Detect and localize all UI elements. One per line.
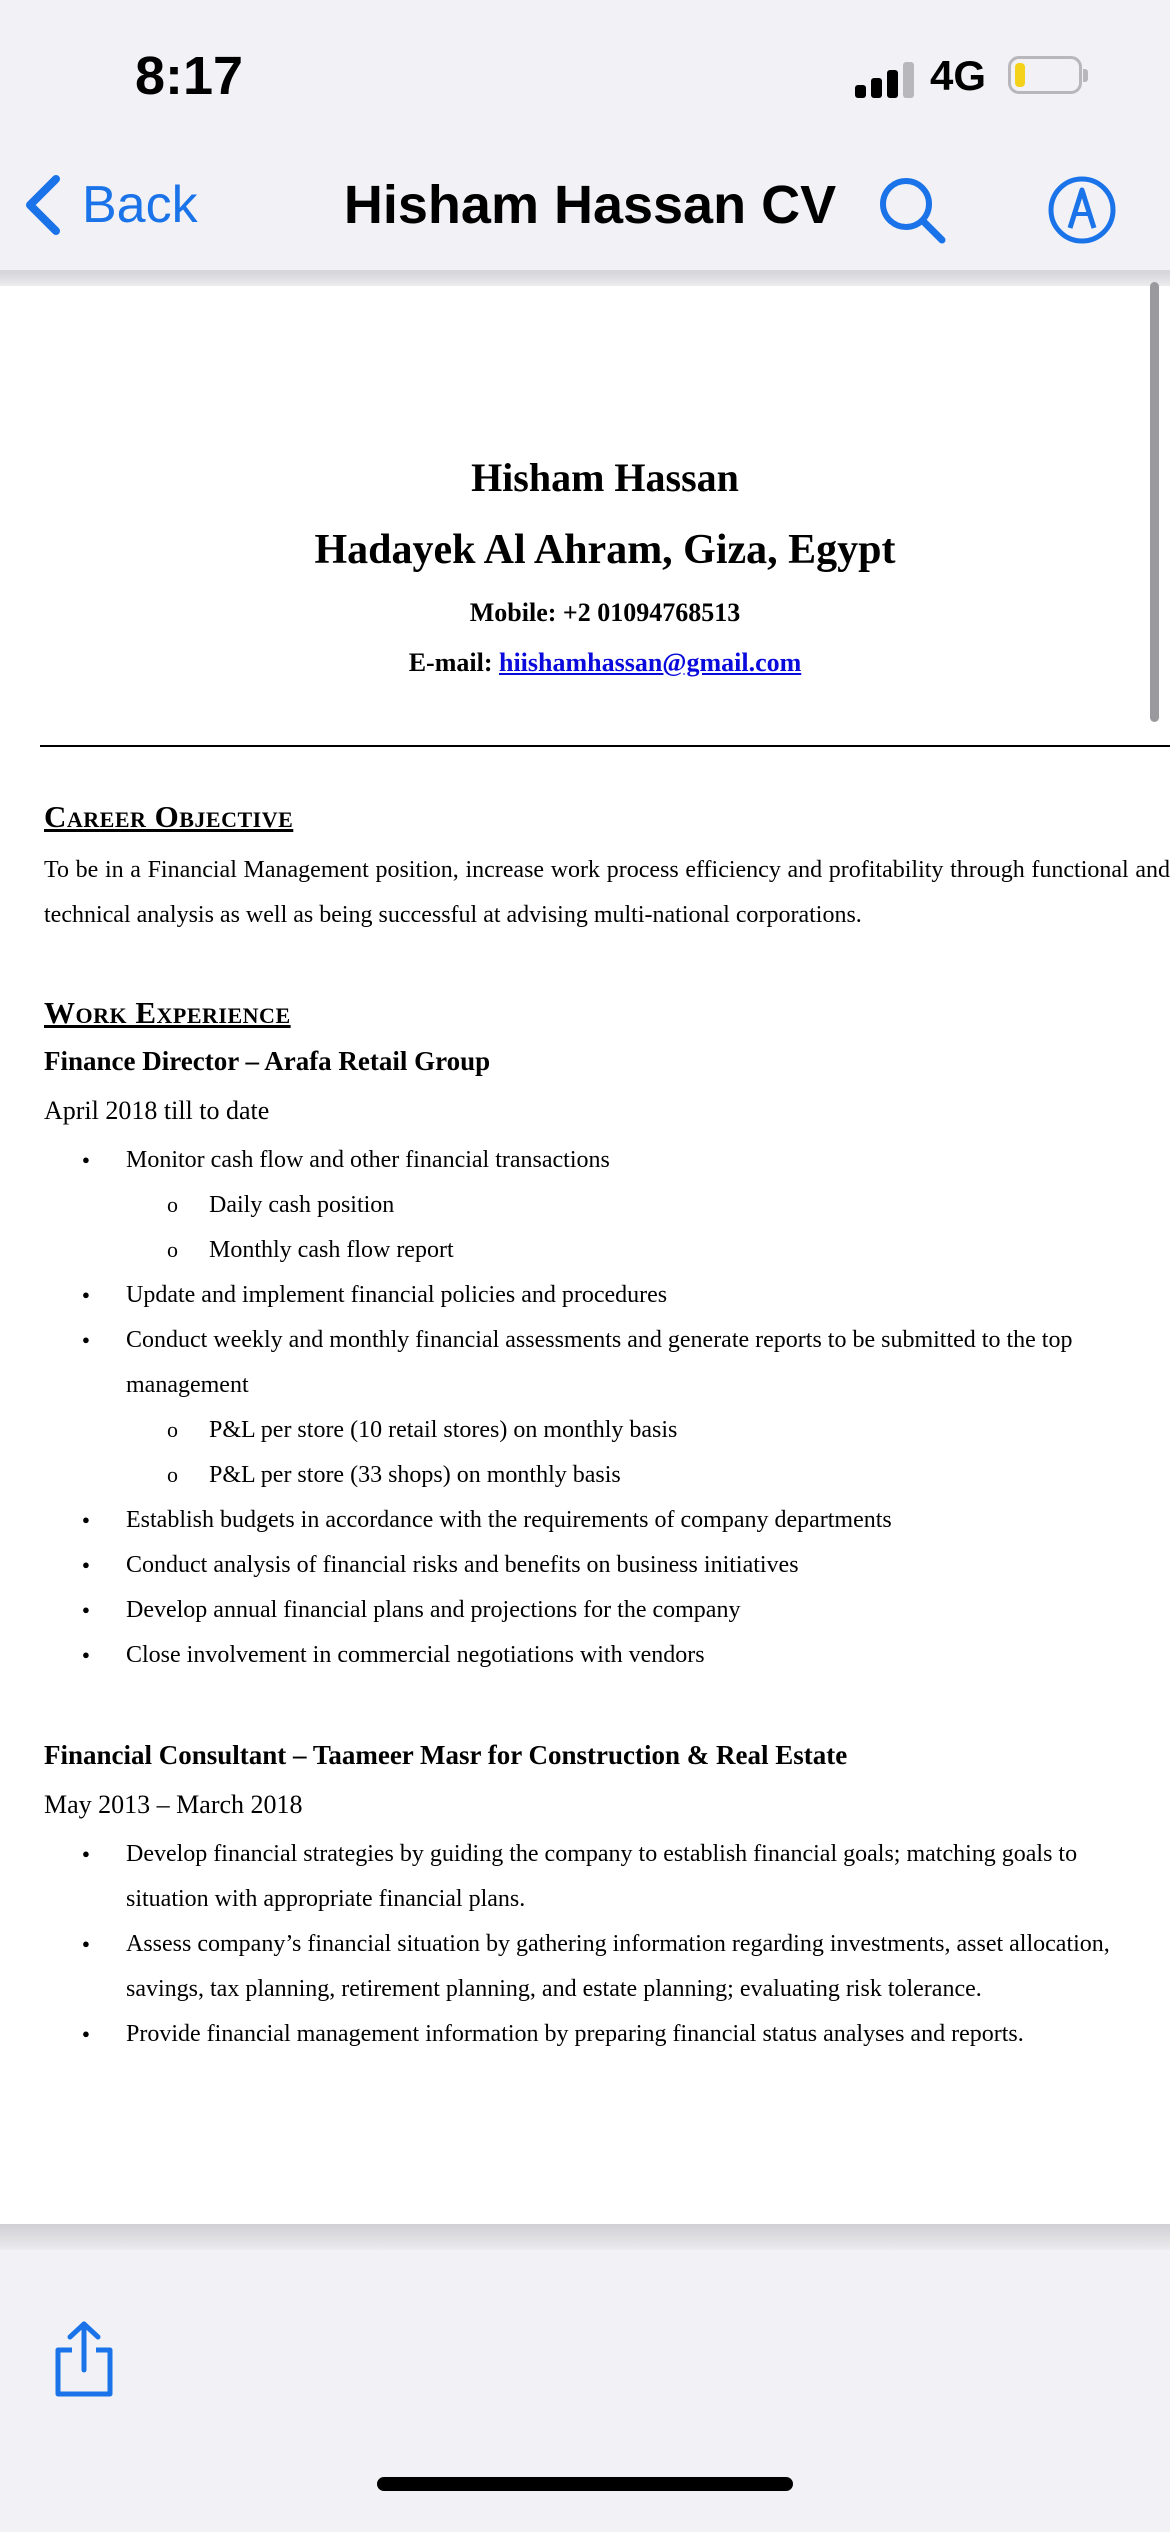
job-duties-list bbox=[44, 1832, 1144, 2057]
job-dates: May 2013 – March 2018 bbox=[44, 1790, 303, 1819]
section-work-experience: Work Experience bbox=[44, 995, 291, 1030]
cv-email-label: E-mail: bbox=[408, 648, 499, 677]
career-objective-text: To be in a Financial Management position, increase work process efficiency and profitability through functional and technical analysis as well as being successful at advising multi-national corporations. bbox=[44, 857, 1170, 928]
back-label: Back bbox=[82, 176, 198, 234]
list-item: ● Monitor cash flow and other financial transactions bbox=[44, 1138, 1144, 1183]
battery-icon bbox=[1008, 56, 1082, 94]
list-item: ● Develop financial strategies by guiding the company to establish financial goals; matching goals to situation with appropriate financial plans. bbox=[44, 1832, 1144, 1922]
back-button[interactable] bbox=[22, 170, 198, 240]
cv-name: Hisham Hassan bbox=[471, 455, 739, 500]
scroll-indicator[interactable] bbox=[1150, 282, 1159, 722]
job-title: Financial Consultant – Taameer Masr for Construction & Real Estate bbox=[44, 1740, 848, 1770]
document-bottom-edge bbox=[0, 2224, 1170, 2250]
list-item: ● Conduct weekly and monthly financial assessments and generate reports to be submitted to the top management bbox=[44, 1318, 1144, 1408]
list-item: ● Establish budgets in accordance with the requirements of company departments bbox=[44, 1498, 1144, 1543]
chevron-left-icon bbox=[22, 173, 64, 237]
job-title: Finance Director – Arafa Retail Group bbox=[44, 1046, 491, 1076]
list-item: o Monthly cash flow report bbox=[44, 1228, 1144, 1273]
job-dates: April 2018 till to date bbox=[44, 1096, 270, 1125]
bottom-toolbar bbox=[0, 2250, 1170, 2532]
list-item: o P&L per store (33 shops) on monthly basis bbox=[44, 1453, 1144, 1498]
navigation-bar bbox=[0, 140, 1170, 272]
list-item: ● Develop annual financial plans and projections for the company bbox=[44, 1588, 1144, 1633]
network-type: 4G bbox=[930, 52, 987, 99]
cv-mobile: Mobile: +2 01094768513 bbox=[469, 598, 741, 627]
list-item: ● Conduct analysis of financial risks and benefits on business initiatives bbox=[44, 1543, 1144, 1588]
home-indicator[interactable] bbox=[377, 2477, 793, 2491]
list-item: ● Provide financial management information by preparing financial status analyses and reports. bbox=[44, 2012, 1144, 2057]
cv-address: Hadayek Al Ahram, Giza, Egypt bbox=[314, 527, 896, 573]
markup-icon[interactable] bbox=[1046, 174, 1118, 246]
job-duties-list bbox=[44, 1138, 1144, 1678]
pdf-page[interactable] bbox=[0, 286, 1170, 2224]
status-time: 8:17 bbox=[135, 46, 244, 106]
list-item: ● Update and implement financial policies and procedures bbox=[44, 1273, 1144, 1318]
email-link[interactable]: hiishamhassan@gmail.com bbox=[498, 648, 802, 677]
share-icon[interactable] bbox=[52, 2320, 116, 2400]
page-title: Hisham Hassan CV bbox=[343, 175, 837, 235]
document-top-edge bbox=[0, 272, 1170, 286]
list-item: o Daily cash position bbox=[44, 1183, 1144, 1228]
section-career-objective: Career Objective bbox=[44, 799, 294, 834]
signal-icon bbox=[855, 58, 915, 98]
divider bbox=[40, 745, 1170, 747]
search-icon[interactable] bbox=[876, 174, 948, 246]
list-item: ● Assess company’s financial situation by gathering information regarding investments, asset allocation, savings, tax planning, retirement planning, and estate planning; evaluating risk tolerance. bbox=[44, 1922, 1144, 2012]
cv-email-line bbox=[0, 648, 1170, 678]
status-bar bbox=[0, 0, 1170, 140]
list-item: o P&L per store (10 retail stores) on monthly basis bbox=[44, 1408, 1144, 1453]
list-item: ● Close involvement in commercial negotiations with vendors bbox=[44, 1633, 1144, 1678]
